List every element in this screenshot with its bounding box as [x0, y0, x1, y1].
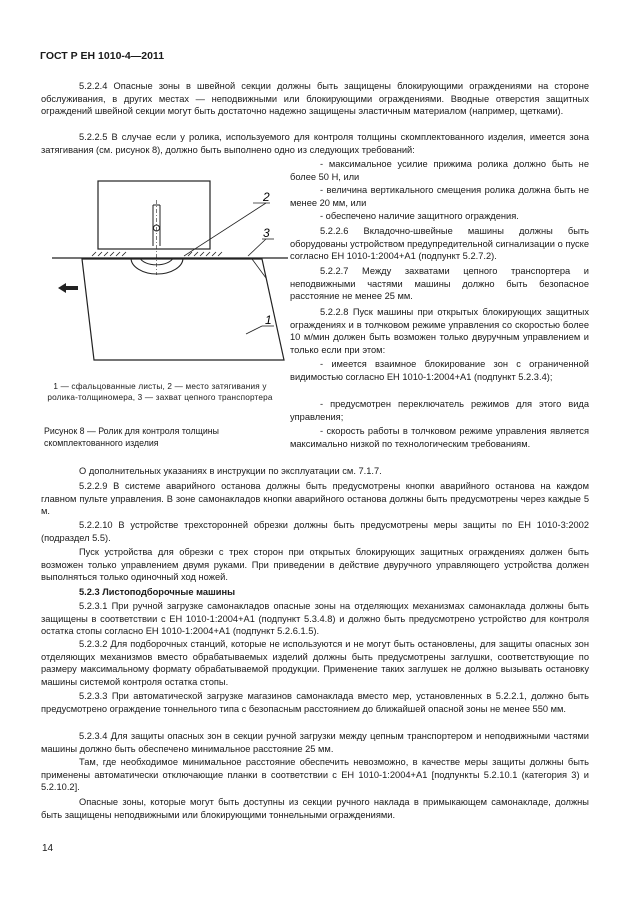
- paragraph-5-2-2-5: 5.2.2.5 В случае если у ролика, используемого для контроля толщины скомплектованного изделия, имеется зона затягивания (см. рисунок 8), должно быть выполнено одно из следующих требований:: [41, 132, 589, 155]
- upper-block: [98, 181, 210, 249]
- figure-label-2: 2: [263, 190, 270, 204]
- paragraph-trimmer-start: Пуск устройства для обрезки с трех сторон при открытых блокирующих защитных ограждениях должен быть возможен только управлением двумя руками. При приведении в действие двуручного управляющего устройства должен выполняться только одиночный ход ножей.: [41, 547, 589, 582]
- figure-caption: Рисунок 8 — Ролик для контроля толщины скомплектованного изделия: [44, 426, 219, 448]
- figure-legend: 1 — сфальцованные листы, 2 — место затягивания у ролика-толщиномера, 3 — захват цепного транспортера: [47, 382, 273, 402]
- figure-label-1: 1: [265, 313, 272, 327]
- page-header: ГОСТ Р ЕН 1010-4—2011: [40, 50, 165, 62]
- section-heading-5-2-3: 5.2.3 Листоподборочные машины: [79, 587, 236, 597]
- paragraph-hazard-zones: Опасные зоны, которые могут быть доступны из секции ручного наклада в примыкающем самонакладе, должны быть защищены неподвижными или блокирующими тоннельными ограждениями.: [41, 797, 589, 820]
- paragraph-5-2-2-4: 5.2.2.4 Опасные зоны в швейной секции должны быть защищены блокирующими ограждениями на стороне обслуживания, в других местах — неподвижными или блокирующими ограждениями. Вводные отверстия защитных ограждений швейной секции могут быть достаточно надежно защищены эластичным материалом (например, щетками).: [41, 81, 589, 116]
- paragraph-5-2-2-7: 5.2.2.7 Между захватами цепного транспортера и неподвижными частями машины должно быть безопасное расстояние не менее 25 мм.: [290, 266, 589, 301]
- req-vertical-offset: - величина вертикального смещения ролика должна быть не менее 20 мм, или: [290, 185, 589, 208]
- paragraph-5-2-2-8: 5.2.2.8 Пуск машины при открытых блокирующих защитных ограждениях и в толчковом режиме управления со скоростью более 10 м/мин должен быть возможен только двуручным управлением и только если при этом:: [290, 307, 589, 355]
- paragraph-5-2-2-6: 5.2.2.6 Вкладочно-швейные машины должны быть оборудованы устройством предупредительной сигнализации о пуске согласно ЕН 1010-1:2004+A1 (подпункт 5.2.7.2).: [290, 226, 589, 261]
- page-number: 14: [42, 843, 54, 854]
- condition-mode-switch: - предусмотрен переключатель режимов для этого вида управления;: [290, 399, 589, 422]
- paragraph-5-2-2-9: 5.2.2.9 В системе аварийного останова должны быть предусмотрены кнопки аварийного останова на каждом главном пульте управления. В зоне самонакладов кнопки аварийного останова должны быть предусмотрены через каждые 5 м.: [41, 481, 589, 516]
- folded-sheets: [82, 259, 284, 360]
- figure-8-drawing: [52, 160, 292, 375]
- req-guard: - обеспечено наличие защитного ограждения.: [320, 211, 519, 221]
- direction-arrow-icon: [58, 283, 78, 293]
- roller: [131, 258, 183, 274]
- paragraph-5-2-3-4: 5.2.3.4 Для защиты опасных зон в секции ручной загрузки между цепным транспортером и неподвижными частями машины должно быть обеспечено минимальное расстояние 25 мм.: [41, 731, 589, 754]
- condition-interlock: - имеется взаимное блокирование зон с ограниченной видимостью согласно ЕН 1010-1:2004+A1 (подпункт 5.2.3.4);: [290, 359, 589, 382]
- condition-speed: - скорость работы в толчковом режиме управления является максимально низкой по технологическим требованиям.: [290, 426, 589, 449]
- paragraph-5-2-2-10: 5.2.2.10 В устройстве трехсторонней обрезки должны быть предусмотрены меры защиты по ЕН 1010-3:2002 (подраздел 5.5).: [41, 520, 589, 543]
- figure-label-3: 3: [263, 226, 270, 240]
- req-max-force: - максимальное усилие прижима ролика должно быть не более 50 Н, или: [290, 159, 589, 182]
- paragraph-5-2-3-1: 5.2.3.1 При ручной загрузке самонакладов опасные зоны на отделяющих механизмах самонаклада должны быть защищены в соответствии с ЕН 1010-1:2004+A1 (подпункт 5.3.4.8) и должно быть предусмотрено устройство для контроля остатка стопы согласно ЕН 1010-1:2004+A1 (подпункт 5.2.6.1.5).: [41, 601, 589, 636]
- paragraph-min-distance: Там, где необходимое минимальное расстояние обеспечить невозможно, в качестве меры защиты должны быть применены автоматически отключающие планки в соответствии с ЕН 1010-1:2004+A1 [подпункты 5.2.10.1 (категория 3) и 5.2.10.2].: [41, 757, 589, 792]
- paragraph-see-7-1-7: О дополнительных указаниях в инструкции по эксплуатации см. 7.1.7.: [79, 466, 382, 476]
- paragraph-5-2-3-2: 5.2.3.2 Для подборочных станций, которые не используются и не могут быть остановлены, для защиты опасных зон отделяющих механизмов вместо обрабатываемых изделий должны быть предусмотрены заглушки, соответствующие по размеру максимальному формату обрабатываемой продукции. Применение таких заглушек не должно вызывать остановку машины системой контроля остатка стопы.: [41, 639, 589, 687]
- paragraph-5-2-3-3: 5.2.3.3 При автоматической загрузке магазинов самонаклада вместо мер, установленных в 5.2.2.1, должно быть предусмотрено ограждение тоннельного типа с безопасным расстоянием до ближайшей опасной зоны не менее 550 мм.: [41, 691, 589, 714]
